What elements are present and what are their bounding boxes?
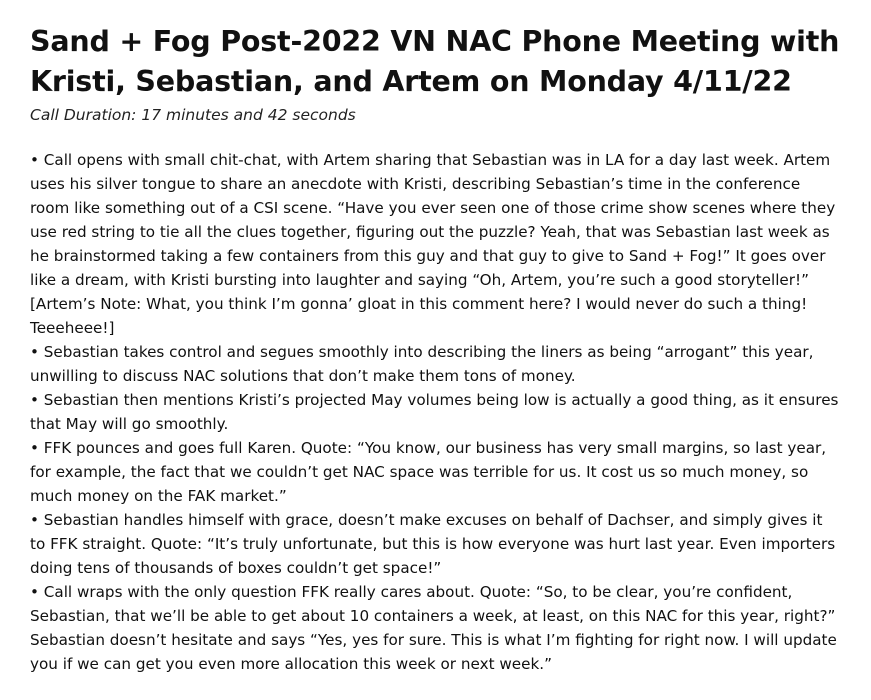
note-item: • FFK pounces and goes full Karen. Quote: “You know, our business has very small margins, so last year, for example, the fact that we couldn’t get NAC space was terrible for us. It cost us so much money, so much money on the FAK market.” bbox=[30, 439, 827, 505]
note-item: • Sebastian handles himself with grace, doesn’t make excuses on behalf of Dachser, and simply gives it to FFK straight. Quote: “It’s truly unfortunate, but this is how everyone was hurt last year. Even importers doing tens of thousands of boxes couldn’t get space!” bbox=[30, 511, 836, 577]
note-item: • Sebastian takes control and segues smoothly into describing the liners as being “arrogant” this year, unwilling to discuss NAC solutions that don’t make them tons of money. bbox=[30, 343, 814, 385]
call-duration: Call Duration: 17 minutes and 42 seconds bbox=[30, 106, 356, 124]
document-title: Sand + Fog Post-2022 VN NAC Phone Meeting with Kristi, Sebastian, and Artem on Monday 4/11/22 bbox=[30, 25, 840, 98]
note-item: • Call wraps with the only question FFK really cares about. Quote: “So, to be clear, you’re confident, Sebastian, that we’ll be able to get about 10 containers a week, at least, on this NAC for this year, right?” Sebastian doesn’t hesitate and says “Yes, yes for sure. This is what I’m fighting for right now. I will update you if we can get you even more allocation this week or next week.” bbox=[30, 583, 837, 673]
note-item: • Sebastian then mentions Kristi’s projected May volumes being low is actually a good thing, as it ensures that May will go smoothly. bbox=[30, 391, 839, 433]
note-item: • Call opens with small chit-chat, with Artem sharing that Sebastian was in LA for a day last week. Artem uses his silver tongue to share an anecdote with Kristi, describing Sebastian’s time in the conference room like something out of a CSI scene. “Have you ever seen one of those crime show scenes where they use red string to tie all the clues together, figuring out the puzzle? Yeah, that was Sebastian last week as he brainstormed taking a few containers from this guy and that guy to give to Sand + Fog!” It goes over like a dream, with Kristi bursting into laughter and saying “Oh, Artem, you’re such a good storyteller!” [Artem’s Note: What, you think I’m gonna’ gloat in this comment here? I would never do such a thing! Teeeheee!] bbox=[30, 151, 836, 337]
meeting-notes bbox=[30, 148, 841, 676]
